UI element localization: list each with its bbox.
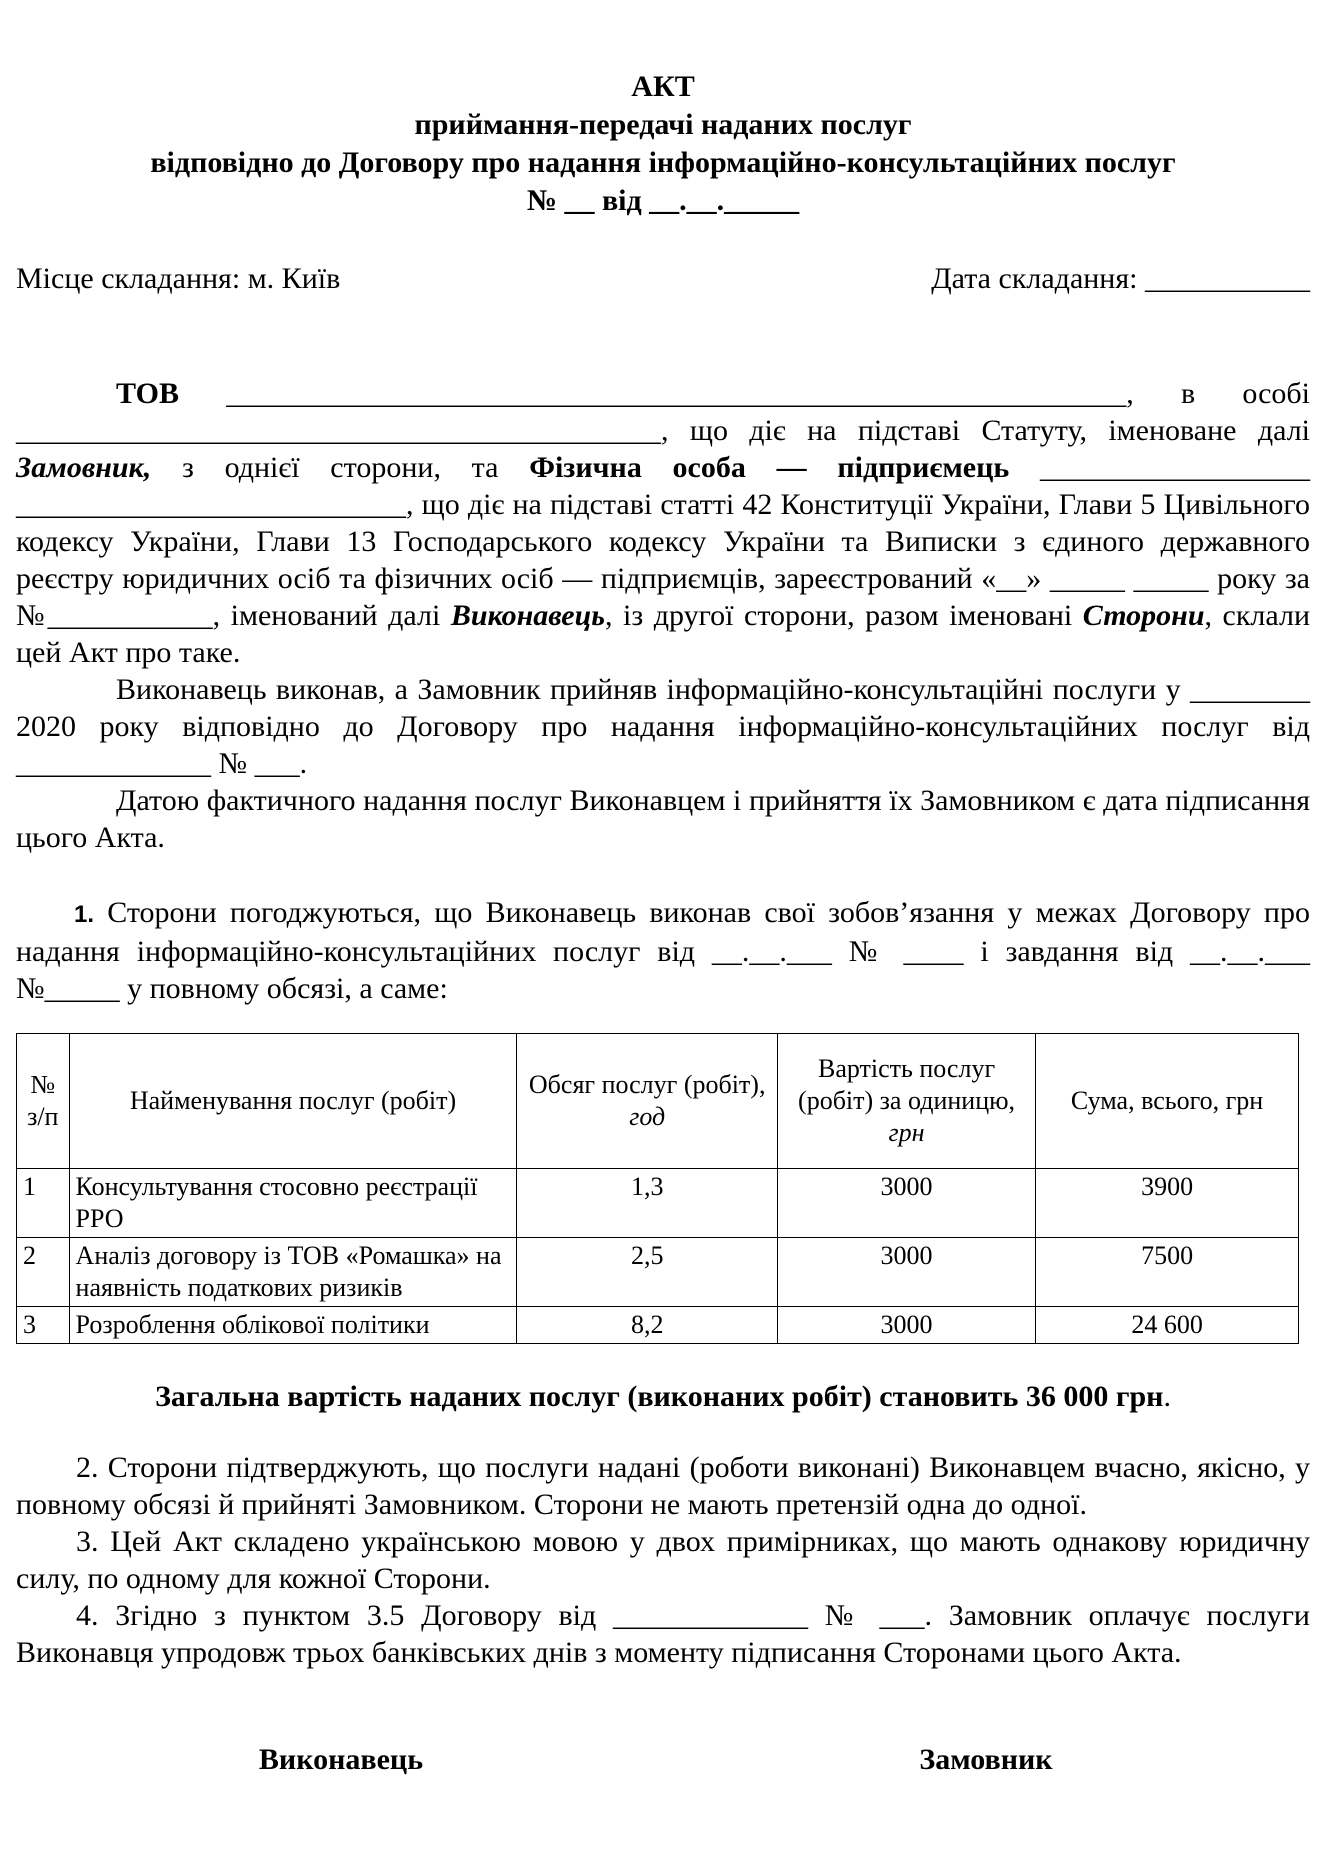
row-num: 3	[17, 1307, 70, 1344]
header-price-unit: грн	[888, 1118, 925, 1147]
date-of-drafting: Дата складання: ___________	[931, 262, 1310, 295]
row-name: Консультування стосовно реєстрації РРО	[69, 1169, 517, 1238]
section-1	[16, 894, 1310, 1007]
intro-text-e: , склали цей Акт про таке.	[16, 599, 1311, 669]
customer-term: Замовник,	[16, 451, 152, 484]
header-volume	[517, 1034, 778, 1169]
signature-contractor: Виконавець	[258, 1743, 424, 1776]
table-row	[17, 1307, 1299, 1344]
row-volume: 2,5	[517, 1238, 778, 1307]
fop-label: Фізична особа — підприємець	[529, 451, 1010, 484]
header-num: № з/п	[17, 1034, 70, 1169]
document-title	[16, 68, 1310, 220]
row-num: 1	[17, 1169, 70, 1238]
point-2: 2. Сторони підтверджують, що послуги надані (роботи виконані) Виконавцем вчасно, якісно, у повному обсязі й прийняті Замовником. Сторони не мають претензій одна до одної.	[16, 1451, 1310, 1521]
section-1-text: Сторони погоджуються, що Виконавець виконав свої зобов’язання у межах Договору про надання інформаційно-консультаційних послуг від __.__.___ № ____ і завдання від __.__.___ №_____ у повному обсязі, а саме:	[16, 896, 1310, 1005]
intro-text-b: з однієї сторони, та	[151, 451, 530, 484]
header-volume-unit: год	[629, 1102, 666, 1131]
total-text: Загальна вартість наданих послуг (виконаних робіт) становить 36 000 грн	[155, 1380, 1164, 1413]
row-sum: 3900	[1036, 1169, 1299, 1238]
signatures-row	[16, 1741, 1310, 1778]
intro-paragraph-1	[16, 375, 1310, 671]
row-name: Розроблення облікової політики	[69, 1307, 517, 1344]
header-volume-label: Обсяг послуг (робіт),	[528, 1070, 766, 1099]
row-price: 3000	[777, 1307, 1035, 1344]
place-of-drafting: Місце складання: м. Київ	[16, 262, 341, 295]
header-name: Найменування послуг (робіт)	[69, 1034, 517, 1169]
intro-text-a: ____________________________________________________________, в особі ___________________________________________, що діє на підставі Статуту, іменоване далі	[16, 377, 1310, 447]
table-row	[17, 1238, 1299, 1307]
row-volume: 1,3	[517, 1169, 778, 1238]
header-sum: Сума, всього, грн	[1036, 1034, 1299, 1169]
title-line-1: АКТ	[631, 70, 695, 103]
section-1-number: 1.	[74, 901, 95, 928]
row-sum: 7500	[1036, 1238, 1299, 1307]
header-price	[777, 1034, 1035, 1169]
parties-term: Сторони	[1082, 599, 1205, 632]
row-num: 2	[17, 1238, 70, 1307]
signature-customer: Замовник	[919, 1743, 1053, 1776]
row-price: 3000	[777, 1238, 1035, 1307]
total-amount: Загальна вартість наданих послуг (виконаних робіт) становить 36 000 грн.	[155, 1380, 1171, 1413]
row-volume: 8,2	[517, 1307, 778, 1344]
point-4: 4. Згідно з пунктом 3.5 Договору від _____________ № ___. Замовник оплачує послуги Виконавця упродовж трьох банківських днів з моменту підписання Сторонами цього Акта.	[16, 1599, 1310, 1669]
row-name: Аналіз договору із ТОВ «Ромашка» на наявність податкових ризиків	[69, 1238, 517, 1307]
title-line-2: приймання-передачі наданих послуг	[414, 108, 912, 141]
contractor-term: Виконавець	[450, 599, 605, 632]
point-3: 3. Цей Акт складено українською мовою у двох примірниках, що мають однакову юридичну силу, по одному для кожної Сторони.	[16, 1525, 1310, 1595]
row-sum: 24 600	[1036, 1307, 1299, 1344]
intro-paragraph-3: Датою фактичного надання послуг Виконавцем і прийняття їх Замовником є дата підписання цього Акта.	[16, 784, 1310, 854]
title-line-4: № __ від __.__._____	[526, 184, 800, 217]
title-line-3: відповідно до Договору про надання інформаційно-консультаційних послуг	[150, 146, 1176, 179]
meta-row	[16, 260, 1310, 297]
intro-text-c: __________________ __________________________, що діє на підставі статті 42 Конституції України, Глави 5 Цивільного кодексу України, Глави 13 Господарського кодексу України та Виписки з єдиного державного реєстру юридичних осіб та фізичних осіб — підприємців, зареєстрований «__» _____ _____ року за №___________, іменований далі	[16, 451, 1310, 632]
services-table	[16, 1033, 1299, 1344]
tov-label: ТОВ	[116, 377, 179, 410]
table-header-row	[17, 1034, 1299, 1169]
header-price-label: Вартість послуг (робіт) за одиницю,	[798, 1054, 1016, 1115]
row-price: 3000	[777, 1169, 1035, 1238]
intro-paragraph-2: Виконавець виконав, а Замовник прийняв інформаційно-консультаційні послуги у ________ 2020 року відповідно до Договору про надання інформаційно-консультаційних послуг від _____________ № ___.	[16, 673, 1310, 780]
intro-text-d: , із другої сторони, разом іменовані	[604, 599, 1083, 632]
table-row	[17, 1169, 1299, 1238]
